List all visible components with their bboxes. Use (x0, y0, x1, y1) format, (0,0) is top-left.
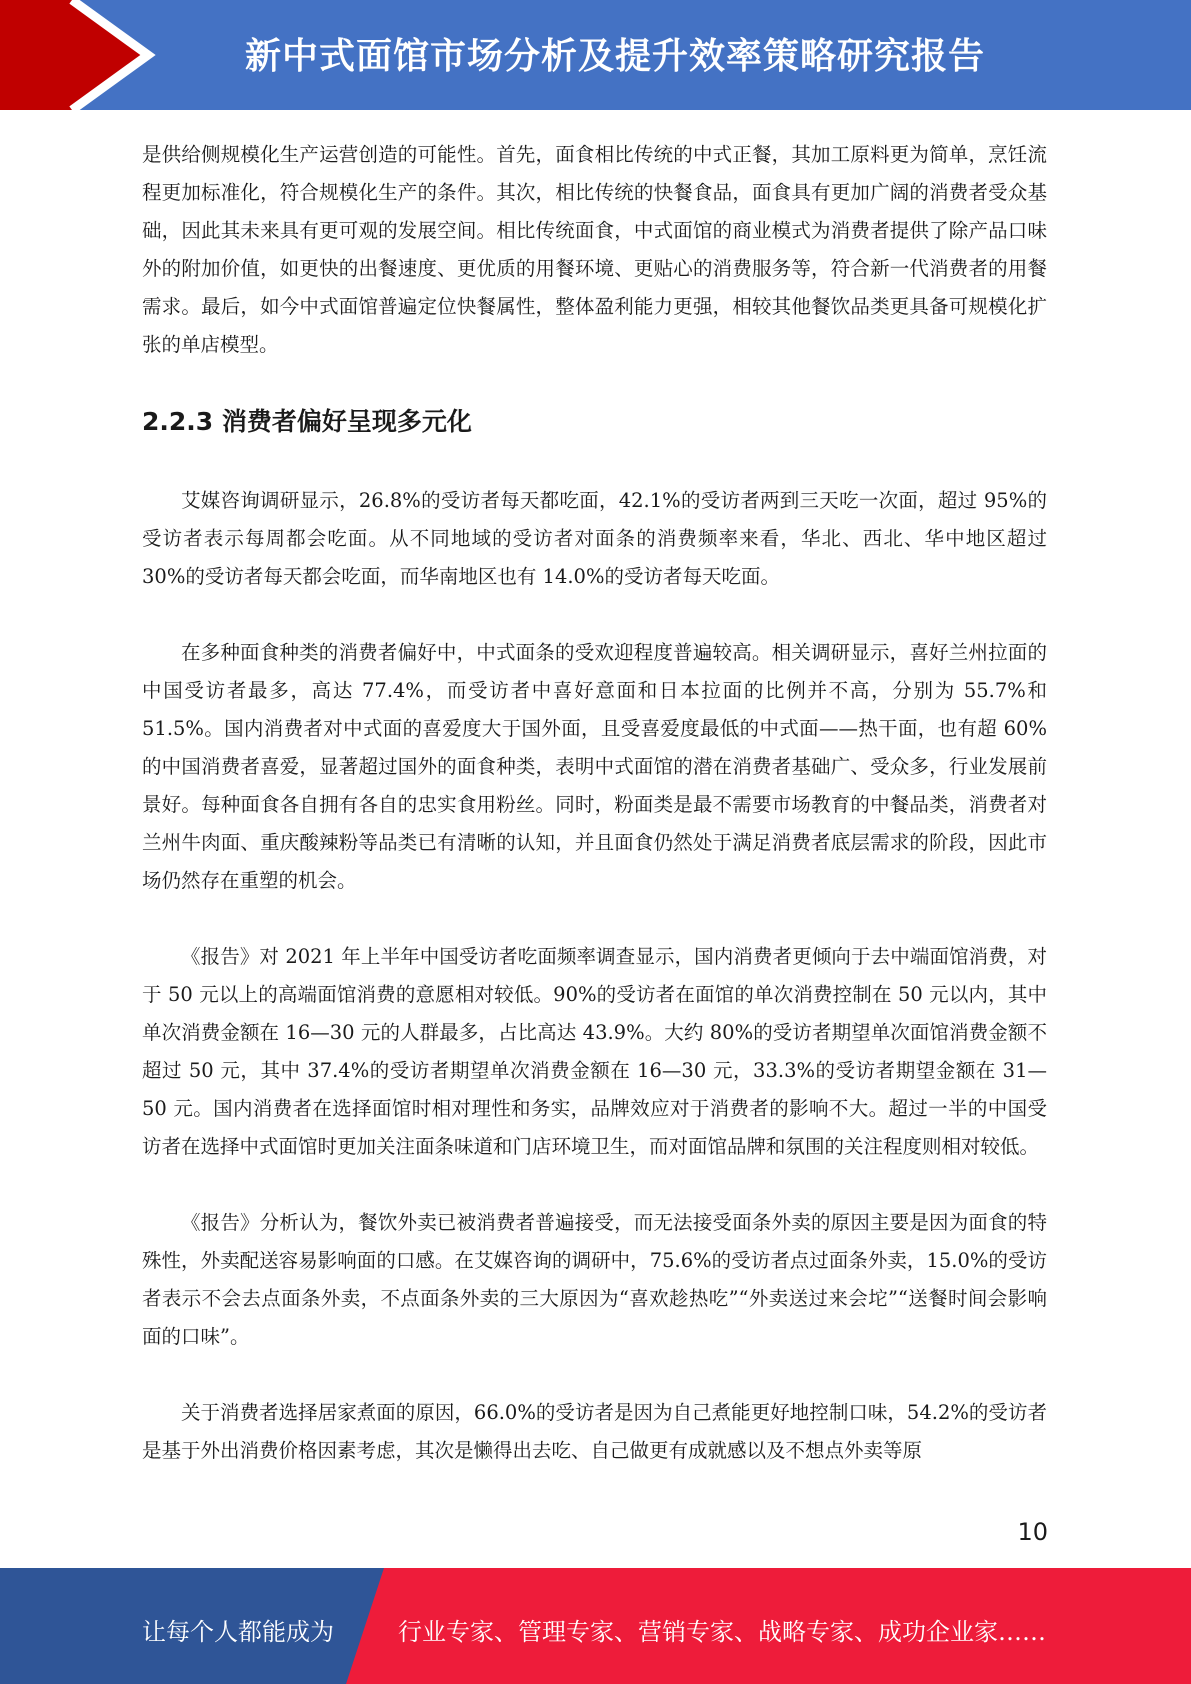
body-paragraph: 《报告》分析认为，餐饮外卖已被消费者普遍接受，而无法接受面条外卖的原因主要是因为面食的特殊性，外卖配送容易影响面的口感。在艾媒咨询的调研中，75.6%的受访者点过面条外卖，15.0%的受访者表示不会去点面条外卖，不点面条外卖的三大原因为“喜欢趁热吃”“外卖送过来会坨”“送餐时间会影响面的口味”。 (142, 1211, 1047, 1348)
paragraph-gap (142, 900, 1047, 938)
footer-slogan-left: 让每个人都能成为 (142, 1618, 334, 1646)
body-paragraph: 是供给侧规模化生产运营创造的可能性。首先，面食相比传统的中式正餐，其加工原料更为简单，烹饪流程更加标准化，符合规模化生产的条件。其次，相比传统的快餐食品，面食具有更加广阔的消费者受众基础，因此其未来具有更可观的发展空间。相比传统面食，中式面馆的商业模式为消费者提供了除产品口味外的附加价值，如更快的出餐速度、更优质的用餐环境、更贴心的消费服务等，符合新一代消费者的用餐需求。最后，如今中式面馆普遍定位快餐属性，整体盈利能力更强，相较其他餐饮品类更具备可规模化扩张的单店模型。 (142, 143, 1047, 356)
body-paragraph: 关于消费者选择居家煮面的原因，66.0%的受访者是因为自己煮能更好地控制口味，54.2%的受访者是基于外出消费价格因素考虑，其次是懒得出去吃、自己做更有成就感以及不想点外卖等原 (142, 1401, 1047, 1462)
body-paragraph: 艾媒咨询调研显示，26.8%的受访者每天都吃面，42.1%的受访者两到三天吃一次面，超过 95%的受访者表示每周都会吃面。从不同地域的受访者对面条的消费频率来看，华北、西北、华中地区超过 30%的受访者每天都会吃面，而华南地区也有 14.0%的受访者每天吃面。 (142, 489, 1047, 588)
footer-slogan-right: 行业专家、管理专家、营销专家、战略专家、成功企业家…… (398, 1618, 1046, 1646)
body-paragraph: 《报告》对 2021 年上半年中国受访者吃面频率调查显示，国内消费者更倾向于去中端面馆消费，对于 50 元以上的高端面馆消费的意愿相对较低。90%的受访者在面馆的单次消费控制在 50 元以内，其中单次消费金额在 16—30 元的人群最多，占比高达 43.9%。大约 80%的受访者期望单次面馆消费金额不超过 50 元，其中 37.4%的受访者期望单次消费金额在 16—30 元，33.3%的受访者期望金额在 31—50 元。国内消费者在选择面馆时相对理性和务实，品牌效应对于消费者的影响不大。超过一半的中国受访者在选择中式面馆时更加关注面条味道和门店环境卫生，而对面馆品牌和氛围的关注程度则相对较低。 (142, 945, 1047, 1158)
document-body (142, 136, 1047, 1470)
page-footer (0, 1568, 1191, 1684)
paragraph-gap (142, 1166, 1047, 1204)
report-title: 新中式面馆市场分析及提升效率策略研究报告 (245, 36, 986, 77)
paragraph-gap (142, 596, 1047, 634)
body-paragraph: 在多种面食种类的消费者偏好中，中式面条的受欢迎程度普遍较高。相关调研显示，喜好兰州拉面的中国受访者最多，高达 77.4%，而受访者中喜好意面和日本拉面的比例并不高，分别为 55.7%和 51.5%。国内消费者对中式面的喜爱度大于国外面，且受喜爱度最低的中式面——热干面，也有超 60%的中国消费者喜爱，显著超过国外的面食种类，表明中式面馆的潜在消费者基础广、受众多，行业发展前景好。每种面食各自拥有各自的忠实食用粉丝。同时，粉面类是最不需要市场教育的中餐品类，消费者对兰州牛肉面、重庆酸辣粉等品类已有清晰的认知，并且面食仍然处于满足消费者底层需求的阶段，因此市场仍然存在重塑的机会。 (142, 641, 1047, 892)
page-header (0, 0, 1191, 110)
paragraph-gap (142, 1356, 1047, 1394)
page-number: 10 (1017, 1518, 1048, 1546)
section-heading: 2.2.3 消费者偏好呈现多元化 (142, 407, 472, 436)
